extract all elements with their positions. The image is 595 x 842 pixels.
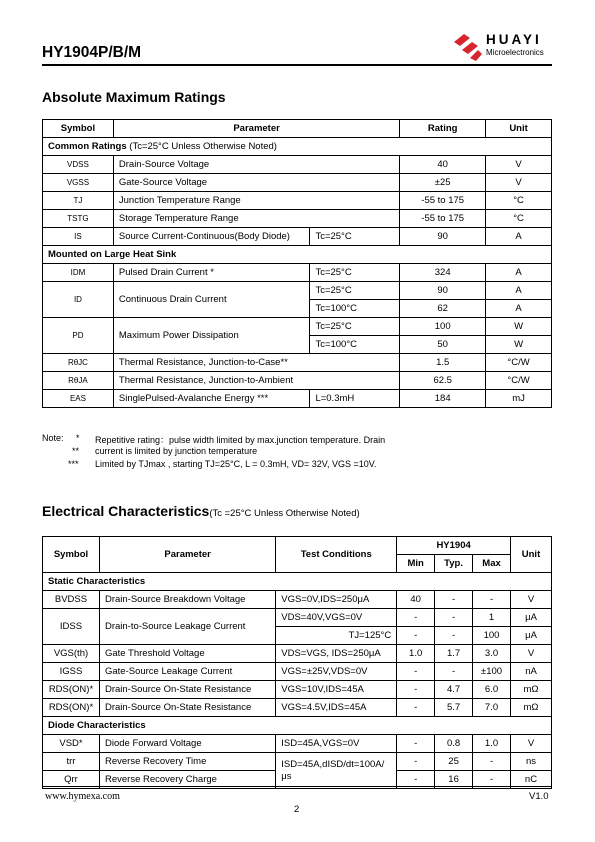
brand-subtitle: Microelectronics [486, 48, 544, 57]
typ-cell: - [435, 591, 473, 609]
unit-cell: nA [511, 663, 552, 681]
parameter-cell: Pulsed Drain Current * [113, 264, 310, 282]
condition-cell: Tc=100°C [310, 300, 400, 318]
symbol-cell: ID [43, 282, 114, 318]
min-cell: 1.0 [397, 645, 435, 663]
symbol-cell: PD [43, 318, 114, 354]
rating-cell: 100 [400, 318, 486, 336]
symbol-cell: IDM [43, 264, 114, 282]
group-label: Diode Characteristics [43, 717, 552, 735]
test-cell: VGS=4.5V,IDS=45A [276, 699, 397, 717]
table-row [43, 591, 552, 609]
condition-cell: Tc=100°C [310, 336, 400, 354]
typ-cell: 1.7 [435, 645, 473, 663]
group-label: Common Ratings [48, 140, 127, 152]
table-row [43, 753, 552, 771]
parameter-cell: Drain-Source Breakdown Voltage [99, 591, 275, 609]
symbol-cell: trr [43, 753, 100, 771]
ec-col-symbol: Symbol [43, 537, 100, 573]
ec-col-typ: Typ. [435, 555, 473, 573]
unit-cell: mΩ [511, 699, 552, 717]
symbol-cell: IS [43, 228, 114, 246]
note-text: Repetitive rating：pulse width limited by max.junction temperature. Drain [95, 435, 386, 445]
group-label: Mounted on Large Heat Sink [43, 246, 552, 264]
header-divider [42, 64, 552, 66]
amr-section-title: Absolute Maximum Ratings [42, 89, 226, 105]
unit-cell: A [486, 264, 552, 282]
test-cell: ISD=45A,VGS=0V [276, 735, 397, 753]
ec-col-parameter: Parameter [99, 537, 275, 573]
min-cell: - [397, 735, 435, 753]
footer-version: V1.0 [529, 791, 549, 802]
unit-cell: mJ [486, 390, 552, 408]
symbol-cell: BVDSS [43, 591, 100, 609]
ec-col-max: Max [473, 555, 511, 573]
symbol-cell: VSD* [43, 735, 100, 753]
rating-cell: ±25 [400, 174, 486, 192]
condition-cell: Tc=25°C [310, 318, 400, 336]
unit-cell: °C/W [486, 354, 552, 372]
min-cell: - [397, 663, 435, 681]
rating-cell: 62 [400, 300, 486, 318]
condition-cell: L=0.3mH [310, 390, 400, 408]
ec-table [42, 536, 552, 789]
symbol-cell: VGS(th) [43, 645, 100, 663]
unit-cell: V [511, 645, 552, 663]
group-label: Static Characteristics [43, 573, 552, 591]
table-row [43, 663, 552, 681]
parameter-cell: Drain-Source On-State Resistance [99, 699, 275, 717]
symbol-cell: Qrr [43, 771, 100, 789]
note-mark: *** [68, 459, 79, 469]
min-cell: - [397, 627, 435, 645]
ec-header-row [43, 537, 552, 555]
table-row [43, 228, 552, 246]
symbol-cell: TSTG [43, 210, 114, 228]
rating-cell: 184 [400, 390, 486, 408]
ec-col-unit: Unit [511, 537, 552, 573]
typ-cell: - [435, 627, 473, 645]
unit-cell: ns [511, 753, 552, 771]
page-number: 2 [294, 804, 300, 815]
condition-cell: Tc=25°C [310, 228, 400, 246]
table-row [43, 645, 552, 663]
table-row [43, 390, 552, 408]
rating-cell: 324 [400, 264, 486, 282]
test-cell: VDS=40V,VGS=0V [276, 609, 397, 627]
parameter-cell: SinglePulsed-Avalanche Energy *** [113, 390, 310, 408]
table-row [43, 282, 552, 300]
parameter-cell: Storage Temperature Range [113, 210, 399, 228]
brand-name: HUAYI [486, 32, 542, 47]
symbol-cell: RθJC [43, 354, 114, 372]
parameter-cell: Gate-Source Leakage Current [99, 663, 275, 681]
amr-col-parameter: Parameter [113, 120, 399, 138]
test-cell: VDS=VGS, IDS=250μA [276, 645, 397, 663]
rating-cell: 50 [400, 336, 486, 354]
amr-col-symbol: Symbol [43, 120, 114, 138]
symbol-cell: RDS(ON)* [43, 681, 100, 699]
parameter-cell: Source Current-Continuous(Body Diode) [113, 228, 310, 246]
typ-cell: 16 [435, 771, 473, 789]
unit-cell: °C/W [486, 372, 552, 390]
unit-cell: A [486, 228, 552, 246]
test-cell: VGS=0V,IDS=250μA [276, 591, 397, 609]
rating-cell: 90 [400, 282, 486, 300]
unit-cell: μA [511, 609, 552, 627]
parameter-cell: Gate Threshold Voltage [99, 645, 275, 663]
max-cell: - [473, 771, 511, 789]
min-cell: - [397, 681, 435, 699]
parameter-cell: Diode Forward Voltage [99, 735, 275, 753]
ec-section-heading [42, 503, 360, 521]
ec-col-part: HY1904 [397, 537, 511, 555]
unit-cell: A [486, 300, 552, 318]
amr-col-unit: Unit [486, 120, 552, 138]
max-cell: - [473, 753, 511, 771]
unit-cell: °C [486, 192, 552, 210]
group-note: (Tc=25°C Unless Otherwise Noted) [126, 140, 277, 152]
amr-header-row [43, 120, 552, 138]
parameter-cell: Drain-Source On-State Resistance [99, 681, 275, 699]
unit-cell: W [486, 318, 552, 336]
condition-cell: Tc=25°C [310, 282, 400, 300]
rating-cell: 62.5 [400, 372, 486, 390]
unit-cell: °C [486, 210, 552, 228]
max-cell: 7.0 [473, 699, 511, 717]
unit-cell: V [511, 735, 552, 753]
table-row [43, 156, 552, 174]
symbol-cell: RDS(ON)* [43, 699, 100, 717]
unit-cell: V [486, 156, 552, 174]
typ-cell: 5.7 [435, 699, 473, 717]
typ-cell: 25 [435, 753, 473, 771]
unit-cell: A [486, 282, 552, 300]
max-cell: 100 [473, 627, 511, 645]
parameter-cell: Drain-to-Source Leakage Current [99, 609, 275, 645]
symbol-cell: TJ [43, 192, 114, 210]
symbol-cell: IDSS [43, 609, 100, 645]
table-row [43, 174, 552, 192]
unit-cell: μA [511, 627, 552, 645]
symbol-cell: VGSS [43, 174, 114, 192]
parameter-cell: Thermal Resistance, Junction-to-Ambient [113, 372, 399, 390]
symbol-cell: VDSS [43, 156, 114, 174]
typ-cell: - [435, 663, 473, 681]
table-row [43, 609, 552, 627]
note-mark: ** [72, 446, 80, 456]
symbol-cell: EAS [43, 390, 114, 408]
min-cell: - [397, 771, 435, 789]
unit-cell: V [486, 174, 552, 192]
min-cell: - [397, 699, 435, 717]
max-cell: 3.0 [473, 645, 511, 663]
test-cell: VGS=10V,IDS=45A [276, 681, 397, 699]
note-text: current is limited by junction temperature [95, 446, 258, 456]
amr-group-heatsink [43, 246, 552, 264]
note-mark: * [76, 433, 80, 443]
rating-cell: 1.5 [400, 354, 486, 372]
max-cell: 1.0 [473, 735, 511, 753]
rating-cell: 40 [400, 156, 486, 174]
table-row [43, 210, 552, 228]
min-cell: - [397, 609, 435, 627]
unit-cell: V [511, 591, 552, 609]
min-cell: - [397, 753, 435, 771]
ec-section-title: Electrical Characteristics [42, 503, 210, 519]
max-cell: 1 [473, 609, 511, 627]
max-cell: - [473, 591, 511, 609]
parameter-cell: Gate-Source Voltage [113, 174, 399, 192]
rating-cell: -55 to 175 [400, 210, 486, 228]
max-cell: 6.0 [473, 681, 511, 699]
ec-col-test: Test Conditions [276, 537, 397, 573]
unit-cell: mΩ [511, 681, 552, 699]
rating-cell: 90 [400, 228, 486, 246]
test-cell: TJ=125°C [276, 627, 397, 645]
ec-group-diode [43, 717, 552, 735]
rating-cell: -55 to 175 [400, 192, 486, 210]
table-row [43, 192, 552, 210]
typ-cell: 4.7 [435, 681, 473, 699]
amr-col-rating: Rating [400, 120, 486, 138]
table-row [43, 699, 552, 717]
unit-cell: W [486, 336, 552, 354]
max-cell: ±100 [473, 663, 511, 681]
document-title: HY1904P/B/M [42, 44, 142, 61]
unit-cell: nC [511, 771, 552, 789]
test-cell: ISD=45A,dISD/dt=100A/μs [276, 753, 397, 789]
table-row [43, 372, 552, 390]
test-cell: VGS=±25V,VDS=0V [276, 663, 397, 681]
ec-group-static [43, 573, 552, 591]
table-row [43, 318, 552, 336]
parameter-cell: Continuous Drain Current [113, 282, 310, 318]
footer-divider [42, 786, 552, 787]
parameter-cell: Reverse Recovery Time [99, 753, 275, 771]
parameter-cell: Reverse Recovery Charge [99, 771, 275, 789]
min-cell: 40 [397, 591, 435, 609]
parameter-cell: Junction Temperature Range [113, 192, 399, 210]
amr-table [42, 119, 552, 408]
parameter-cell: Drain-Source Voltage [113, 156, 399, 174]
table-row [43, 735, 552, 753]
parameter-cell: Maximum Power Dissipation [113, 318, 310, 354]
table-row [43, 264, 552, 282]
footer-url: www.hymexa.com [45, 791, 120, 802]
parameter-cell: Thermal Resistance, Junction-to-Case** [113, 354, 399, 372]
note-label: Note: [42, 433, 64, 443]
ec-section-note: (Tc =25°C Unless Otherwise Noted) [209, 508, 360, 519]
ec-col-min: Min [397, 555, 435, 573]
symbol-cell: RθJA [43, 372, 114, 390]
table-row [43, 681, 552, 699]
note-text: Limited by TJmax , starting TJ=25°C, L = 0.3mH, VD= 32V, VGS =10V. [95, 459, 377, 469]
condition-cell: Tc=25°C [310, 264, 400, 282]
typ-cell: - [435, 609, 473, 627]
amr-group-common [43, 138, 552, 156]
table-row [43, 354, 552, 372]
typ-cell: 0.8 [435, 735, 473, 753]
symbol-cell: IGSS [43, 663, 100, 681]
